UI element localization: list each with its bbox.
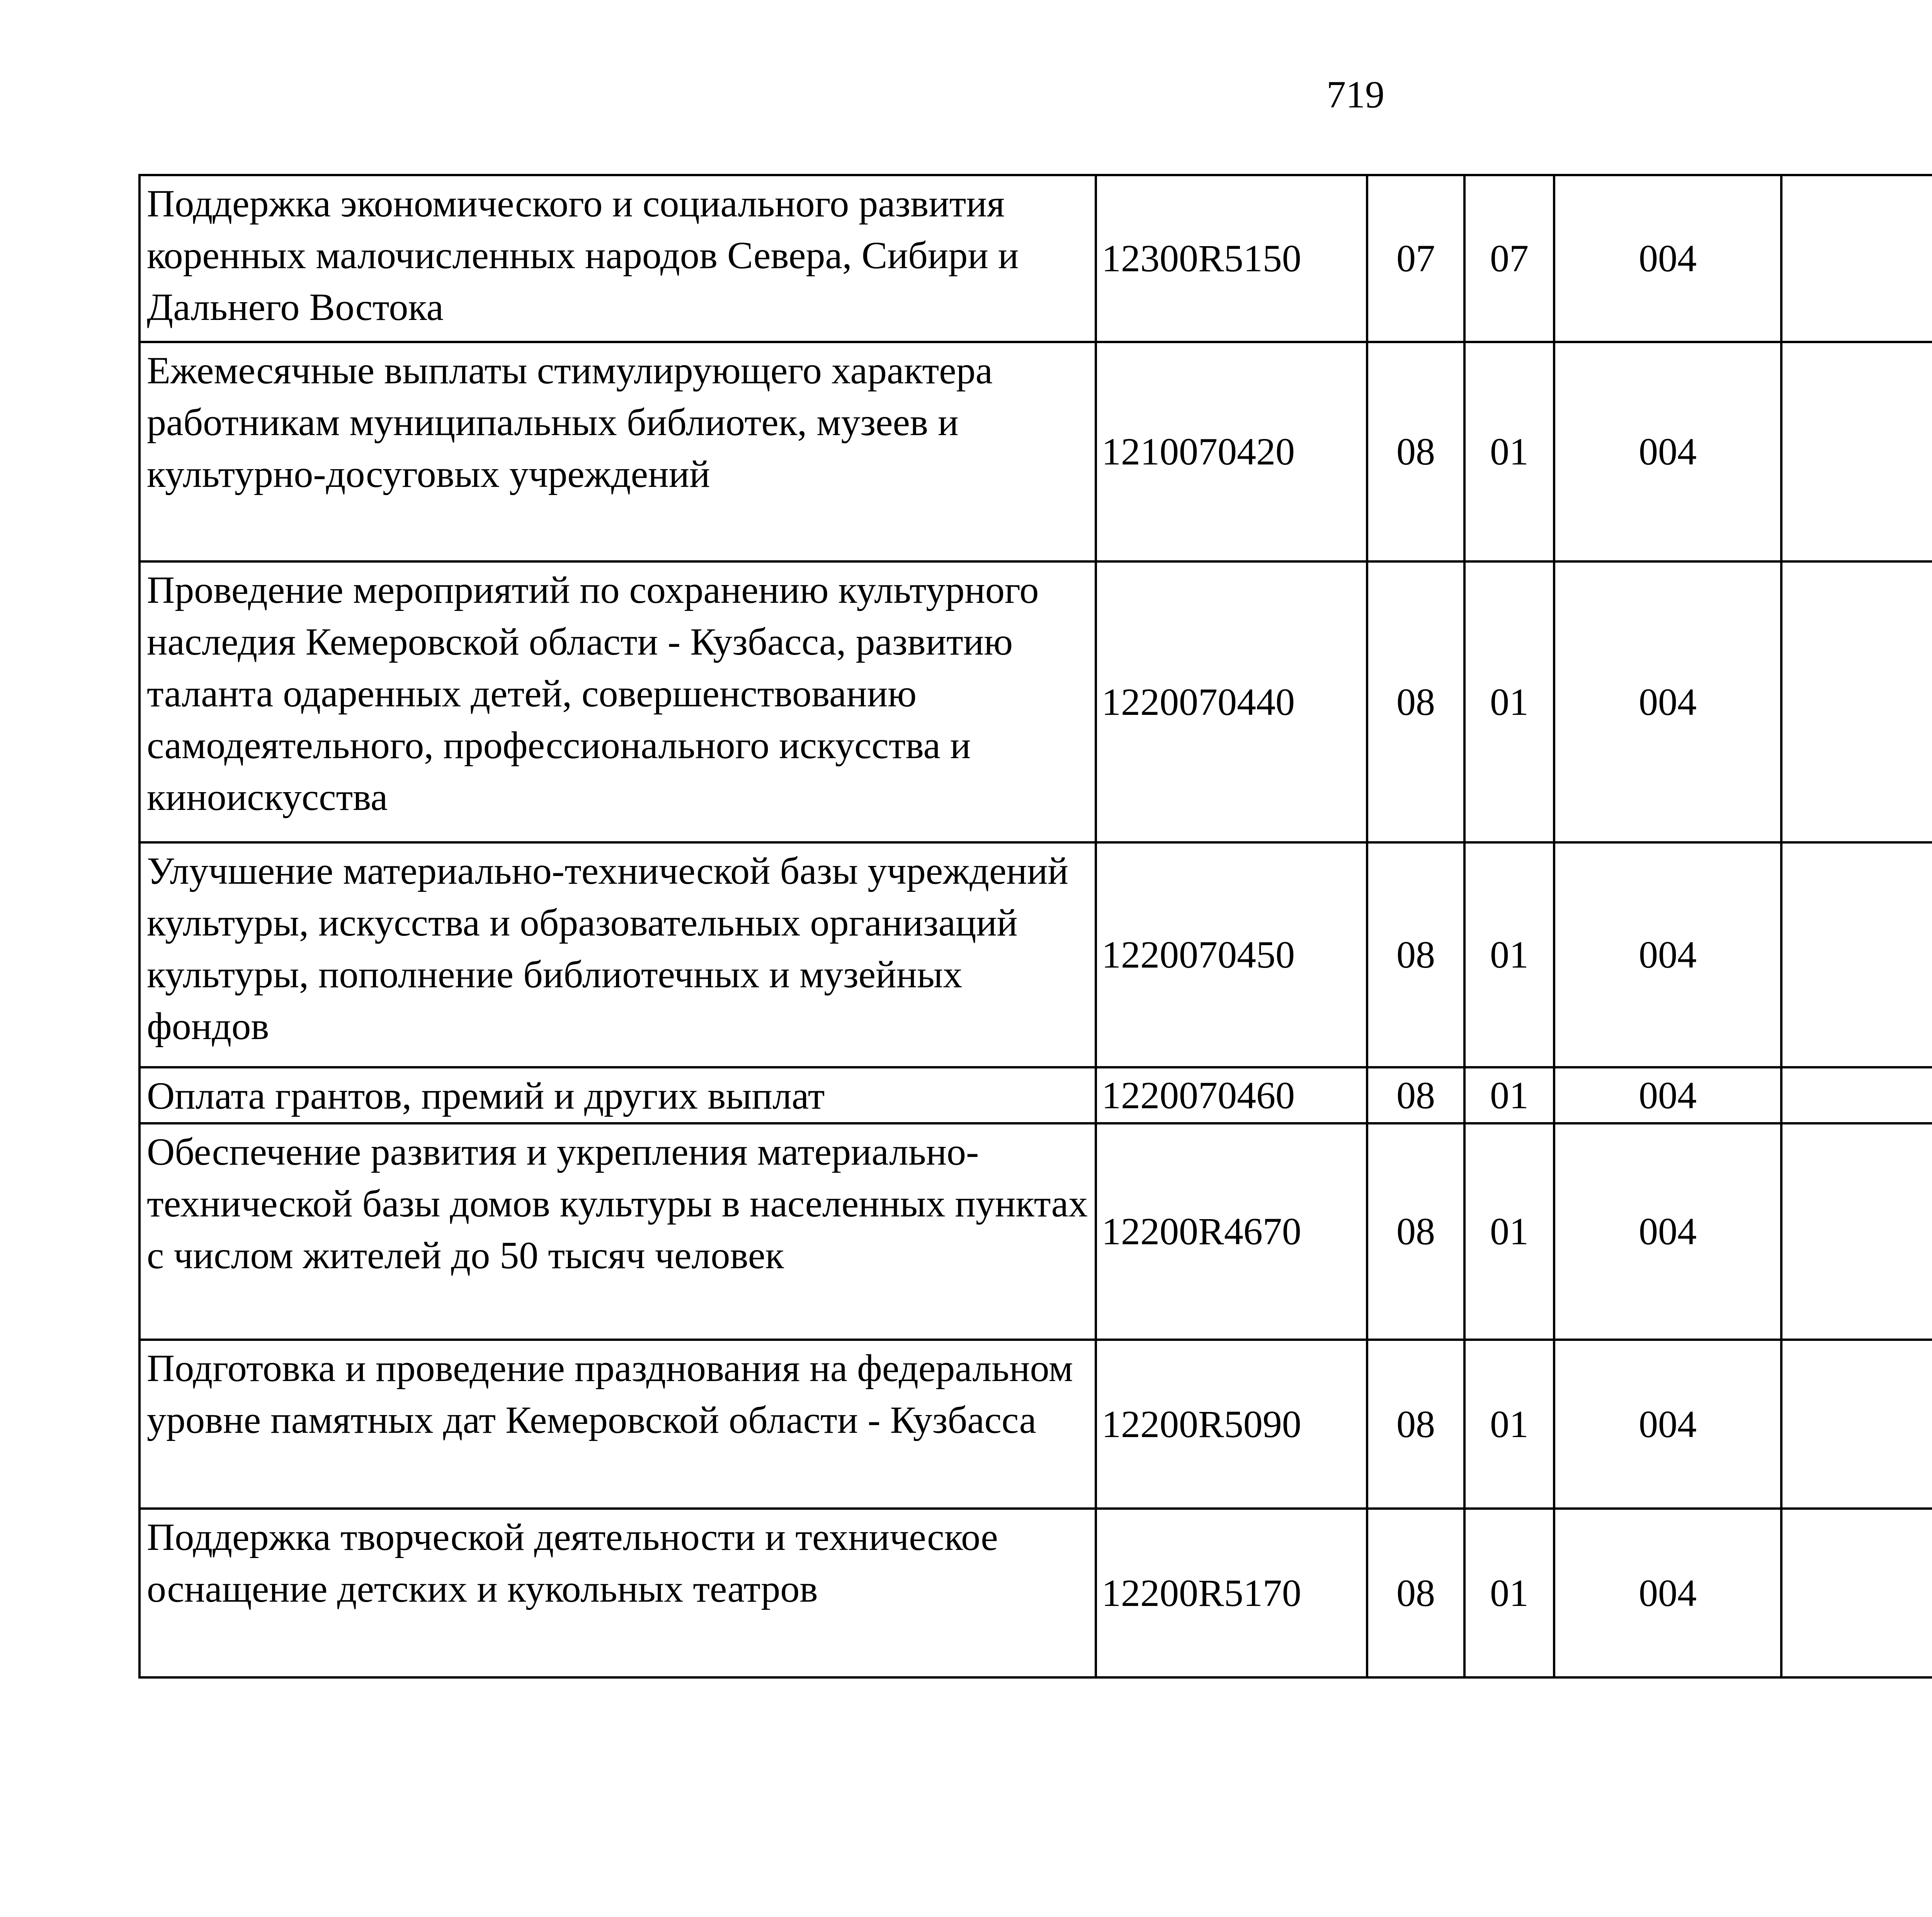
cell-sum-1 (1781, 1123, 1932, 1340)
table-row (139, 1067, 1932, 1123)
cell-expense-type: 004 (1554, 1509, 1781, 1677)
cell-section: 08 (1367, 561, 1464, 842)
cell-code: 12200R4670 (1096, 1123, 1367, 1340)
cell-expense-type: 004 (1554, 1123, 1781, 1340)
cell-sum-1 (1781, 1067, 1932, 1123)
budget-table (138, 174, 1932, 1679)
cell-section: 07 (1367, 175, 1464, 342)
cell-name: Поддержка творческой деятельности и техническое оснащение детских и кукольных театров (139, 1509, 1096, 1677)
cell-expense-type: 004 (1554, 175, 1781, 342)
page-number: 719 (1327, 73, 1384, 116)
cell-expense-type: 004 (1554, 561, 1781, 842)
cell-sum-1 (1781, 1340, 1932, 1509)
cell-subsection: 01 (1464, 1340, 1554, 1509)
cell-subsection: 01 (1464, 1123, 1554, 1340)
cell-name: Ежемесячные выплаты стимулирующего характера работникам муниципальных библиотек, музеев и культурно-досуговых учреждений (139, 342, 1096, 561)
cell-name: Подготовка и проведение празднования на федеральном уровне памятных дат Кемеровской области - Кузбасса (139, 1340, 1096, 1509)
table-row (139, 1123, 1932, 1340)
cell-code: 12200R5090 (1096, 1340, 1367, 1509)
cell-code: 1220070440 (1096, 561, 1367, 842)
cell-section: 08 (1367, 842, 1464, 1067)
cell-expense-type: 004 (1554, 1067, 1781, 1123)
cell-subsection: 01 (1464, 842, 1554, 1067)
cell-subsection: 01 (1464, 1509, 1554, 1677)
cell-section: 08 (1367, 1067, 1464, 1123)
cell-sum-1 (1781, 1509, 1932, 1677)
cell-name: Проведение мероприятий по сохранению культурного наследия Кемеровской области - Кузбасса, развитию таланта одаренных детей, совершенствованию самодеятельного, профессионального искусства и киноискусства (139, 561, 1096, 842)
cell-subsection: 01 (1464, 561, 1554, 842)
cell-expense-type: 004 (1554, 1340, 1781, 1509)
cell-name: Обеспечение развития и укрепления материально-технической базы домов культуры в населенных пунктах с числом жителей до 50 тысяч человек (139, 1123, 1096, 1340)
table-row (139, 561, 1932, 842)
cell-name: Улучшение материально-технической базы учреждений культуры, искусства и образовательных организаций культуры, пополнение библиотечных и музейных фондов (139, 842, 1096, 1067)
cell-name: Оплата грантов, премий и других выплат (139, 1067, 1096, 1123)
table-row (139, 342, 1932, 561)
cell-code: 1220070460 (1096, 1067, 1367, 1123)
cell-expense-type: 004 (1554, 342, 1781, 561)
cell-subsection: 07 (1464, 175, 1554, 342)
cell-subsection: 01 (1464, 1067, 1554, 1123)
cell-sum-1 (1781, 842, 1932, 1067)
table-row (139, 1340, 1932, 1509)
table-row (139, 175, 1932, 342)
cell-sum-1 (1781, 175, 1932, 342)
cell-sum-1 (1781, 561, 1932, 842)
cell-sum-1 (1781, 342, 1932, 561)
cell-code: 1210070420 (1096, 342, 1367, 561)
cell-code: 12200R5170 (1096, 1509, 1367, 1677)
cell-section: 08 (1367, 1340, 1464, 1509)
cell-code: 12300R5150 (1096, 175, 1367, 342)
table-row (139, 1509, 1932, 1677)
cell-section: 08 (1367, 1123, 1464, 1340)
cell-expense-type: 004 (1554, 842, 1781, 1067)
cell-section: 08 (1367, 342, 1464, 561)
table-row (139, 842, 1932, 1067)
cell-code: 1220070450 (1096, 842, 1367, 1067)
cell-subsection: 01 (1464, 342, 1554, 561)
cell-name: Поддержка экономического и социального развития коренных малочисленных народов Севера, Сибири и Дальнего Востока (139, 175, 1096, 342)
cell-section: 08 (1367, 1509, 1464, 1677)
